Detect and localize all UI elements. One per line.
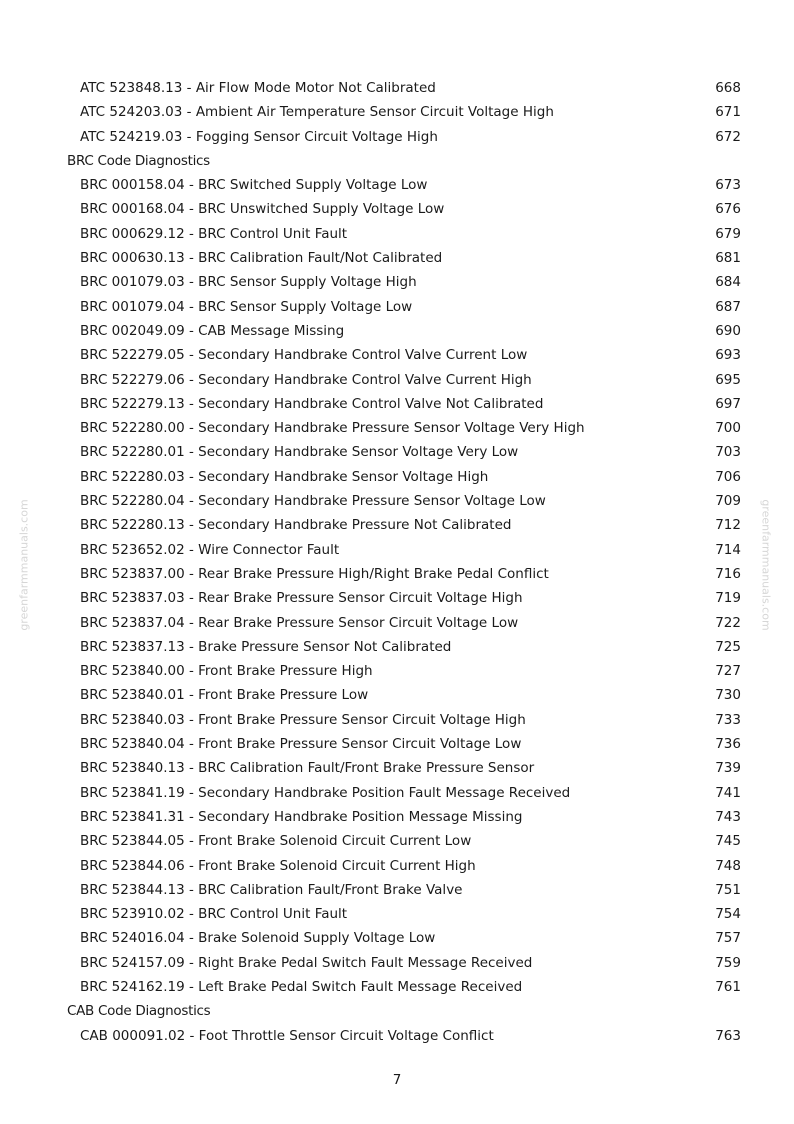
toc-entry-label: BRC 523837.03 - Rear Brake Pressure Sensor Circuit Voltage High <box>80 590 523 607</box>
toc-entry[interactable] <box>0 513 794 537</box>
toc-entry-page: 757 <box>715 930 741 947</box>
toc-entry[interactable] <box>0 76 794 100</box>
toc-entry[interactable] <box>0 611 794 635</box>
toc-entry[interactable] <box>0 173 794 197</box>
toc-entry-label: CAB 000091.02 - Foot Throttle Sensor Circuit Voltage Conflict <box>80 1027 494 1044</box>
toc-entry[interactable] <box>0 659 794 683</box>
toc-entry[interactable] <box>0 635 794 659</box>
toc-entry-page: 754 <box>715 906 741 923</box>
toc-entry[interactable] <box>0 440 794 464</box>
toc-entry-label: BRC 523910.02 - BRC Control Unit Fault <box>80 906 348 923</box>
toc-entry[interactable] <box>0 1024 794 1048</box>
toc-entry-label: BRC 523844.06 - Front Brake Solenoid Circuit Current High <box>80 857 476 874</box>
toc-entry[interactable] <box>0 465 794 489</box>
page-number: 7 <box>392 1072 402 1088</box>
toc-entry-page: 763 <box>715 1027 741 1044</box>
toc-entry[interactable] <box>0 562 794 586</box>
toc-entry[interactable] <box>0 805 794 829</box>
toc-entry-page: 681 <box>715 250 741 267</box>
toc-entry-page: 684 <box>715 274 741 291</box>
toc-entry[interactable] <box>0 708 794 732</box>
toc-entry-page: 671 <box>715 104 741 121</box>
toc-entry-page: 761 <box>715 978 741 995</box>
toc-entry-page: 719 <box>715 590 741 607</box>
toc-entry-label: BRC 522279.05 - Secondary Handbrake Control Valve Current Low <box>80 347 528 364</box>
table-of-contents <box>0 76 794 1048</box>
toc-entry-page: 739 <box>715 760 741 777</box>
toc-entry[interactable] <box>0 270 794 294</box>
toc-entry[interactable] <box>0 854 794 878</box>
toc-entry-label: BRC 523841.19 - Secondary Handbrake Position Fault Message Received <box>80 784 571 801</box>
toc-entry[interactable] <box>0 926 794 950</box>
toc-entry-page: 697 <box>715 395 741 412</box>
toc-entry-page: 673 <box>715 177 741 194</box>
toc-entry-label: BRC 000158.04 - BRC Switched Supply Voltage Low <box>80 177 428 194</box>
toc-entry[interactable] <box>0 683 794 707</box>
toc-entry-page: 714 <box>715 541 741 558</box>
toc-entry-page: 730 <box>715 687 741 704</box>
toc-entry-page: 733 <box>715 711 741 728</box>
toc-entry-label: BRC 001079.03 - BRC Sensor Supply Voltage High <box>80 274 417 291</box>
toc-entry-label: BRC 523840.04 - Front Brake Pressure Sensor Circuit Voltage Low <box>80 736 522 753</box>
toc-entry[interactable] <box>0 732 794 756</box>
side-watermark-right: greenfarmmanuals.com <box>759 499 773 631</box>
toc-heading-label: CAB Code Diagnostics <box>67 1003 211 1020</box>
toc-entry-label: BRC 523844.05 - Front Brake Solenoid Circuit Current Low <box>80 833 472 850</box>
toc-entry[interactable] <box>0 368 794 392</box>
toc-entry-page: 709 <box>715 493 741 510</box>
toc-entry-page: 703 <box>715 444 741 461</box>
toc-entry[interactable] <box>0 586 794 610</box>
toc-entry[interactable] <box>0 951 794 975</box>
toc-entry[interactable] <box>0 246 794 270</box>
toc-entry-label: BRC 522279.06 - Secondary Handbrake Control Valve Current High <box>80 371 532 388</box>
toc-entry-label: BRC 522280.01 - Secondary Handbrake Sensor Voltage Very Low <box>80 444 519 461</box>
toc-entry-label: BRC 523840.03 - Front Brake Pressure Sensor Circuit Voltage High <box>80 711 526 728</box>
toc-entry-page: 722 <box>715 614 741 631</box>
toc-entry[interactable] <box>0 343 794 367</box>
toc-entry-page: 690 <box>715 322 741 339</box>
toc-entry-label: BRC 522279.13 - Secondary Handbrake Control Valve Not Calibrated <box>80 395 544 412</box>
toc-entry-page: 741 <box>715 784 741 801</box>
toc-entry-label: ATC 524219.03 - Fogging Sensor Circuit Voltage High <box>80 128 438 145</box>
toc-entry-page: 745 <box>715 833 741 850</box>
toc-entry-label: BRC 523652.02 - Wire Connector Fault <box>80 541 340 558</box>
toc-entry[interactable] <box>0 222 794 246</box>
toc-entry-page: 687 <box>715 298 741 315</box>
toc-entry[interactable] <box>0 538 794 562</box>
toc-entry-page: 716 <box>715 565 741 582</box>
toc-entry-label: BRC 523841.31 - Secondary Handbrake Position Message Missing <box>80 808 523 825</box>
toc-entry-label: BRC 523837.00 - Rear Brake Pressure High/Right Brake Pedal Conflict <box>80 565 549 582</box>
toc-entry-label: BRC 001079.04 - BRC Sensor Supply Voltage Low <box>80 298 413 315</box>
toc-section-heading <box>0 149 794 173</box>
toc-entry-label: BRC 523837.04 - Rear Brake Pressure Sensor Circuit Voltage Low <box>80 614 519 631</box>
toc-entry-label: BRC 524157.09 - Right Brake Pedal Switch Fault Message Received <box>80 954 533 971</box>
toc-entry-page: 759 <box>715 954 741 971</box>
toc-entry[interactable] <box>0 295 794 319</box>
toc-entry[interactable] <box>0 781 794 805</box>
toc-entry-page: 712 <box>715 517 741 534</box>
toc-entry[interactable] <box>0 125 794 149</box>
toc-entry-label: BRC 524162.19 - Left Brake Pedal Switch Fault Message Received <box>80 978 523 995</box>
toc-entry-label: BRC 000168.04 - BRC Unswitched Supply Voltage Low <box>80 201 445 218</box>
toc-entry-label: BRC 522280.03 - Secondary Handbrake Sensor Voltage High <box>80 468 489 485</box>
toc-entry-label: BRC 000629.12 - BRC Control Unit Fault <box>80 225 348 242</box>
toc-entry[interactable] <box>0 489 794 513</box>
side-watermark-left: greenfarmmanuals.com <box>17 499 31 631</box>
toc-entry[interactable] <box>0 902 794 926</box>
toc-entry-label: BRC 523840.13 - BRC Calibration Fault/Front Brake Pressure Sensor <box>80 760 535 777</box>
toc-entry-page: 676 <box>715 201 741 218</box>
toc-entry-page: 679 <box>715 225 741 242</box>
toc-entry[interactable] <box>0 975 794 999</box>
toc-entry-label: BRC 522280.00 - Secondary Handbrake Pressure Sensor Voltage Very High <box>80 420 585 437</box>
toc-entry-label: BRC 522280.13 - Secondary Handbrake Pressure Not Calibrated <box>80 517 512 534</box>
toc-entry[interactable] <box>0 392 794 416</box>
toc-entry-page: 751 <box>715 881 741 898</box>
toc-entry-page: 725 <box>715 638 741 655</box>
toc-heading-label: BRC Code Diagnostics <box>67 152 210 169</box>
toc-entry[interactable] <box>0 100 794 124</box>
toc-entry-label: BRC 523840.01 - Front Brake Pressure Low <box>80 687 369 704</box>
toc-entry[interactable] <box>0 319 794 343</box>
toc-entry-label: ATC 524203.03 - Ambient Air Temperature Sensor Circuit Voltage High <box>80 104 554 121</box>
toc-entry-label: BRC 002049.09 - CAB Message Missing <box>80 322 345 339</box>
toc-entry-label: BRC 524016.04 - Brake Solenoid Supply Voltage Low <box>80 930 436 947</box>
toc-entry-label: ATC 523848.13 - Air Flow Mode Motor Not Calibrated <box>80 80 436 96</box>
toc-entry-label: BRC 522280.04 - Secondary Handbrake Pressure Sensor Voltage Low <box>80 493 546 510</box>
toc-entry[interactable] <box>0 197 794 221</box>
toc-entry-label: BRC 523840.00 - Front Brake Pressure High <box>80 663 373 680</box>
toc-entry-label: BRC 523844.13 - BRC Calibration Fault/Front Brake Valve <box>80 881 463 898</box>
toc-entry-page: 668 <box>715 80 741 96</box>
toc-entry[interactable] <box>0 878 794 902</box>
toc-entry-label: BRC 523837.13 - Brake Pressure Sensor Not Calibrated <box>80 638 452 655</box>
toc-entry-page: 695 <box>715 371 741 388</box>
toc-entry[interactable] <box>0 416 794 440</box>
toc-section-heading <box>0 999 794 1023</box>
toc-entry-page: 743 <box>715 808 741 825</box>
toc-entry-page: 693 <box>715 347 741 364</box>
toc-entry-page: 700 <box>715 420 741 437</box>
toc-entry-page: 727 <box>715 663 741 680</box>
toc-entry-label: BRC 000630.13 - BRC Calibration Fault/Not Calibrated <box>80 250 443 267</box>
toc-entry[interactable] <box>0 829 794 853</box>
toc-entry-page: 748 <box>715 857 741 874</box>
toc-entry-page: 736 <box>715 736 741 753</box>
toc-entry-page: 672 <box>715 128 741 145</box>
toc-entry[interactable] <box>0 756 794 780</box>
toc-entry-page: 706 <box>715 468 741 485</box>
